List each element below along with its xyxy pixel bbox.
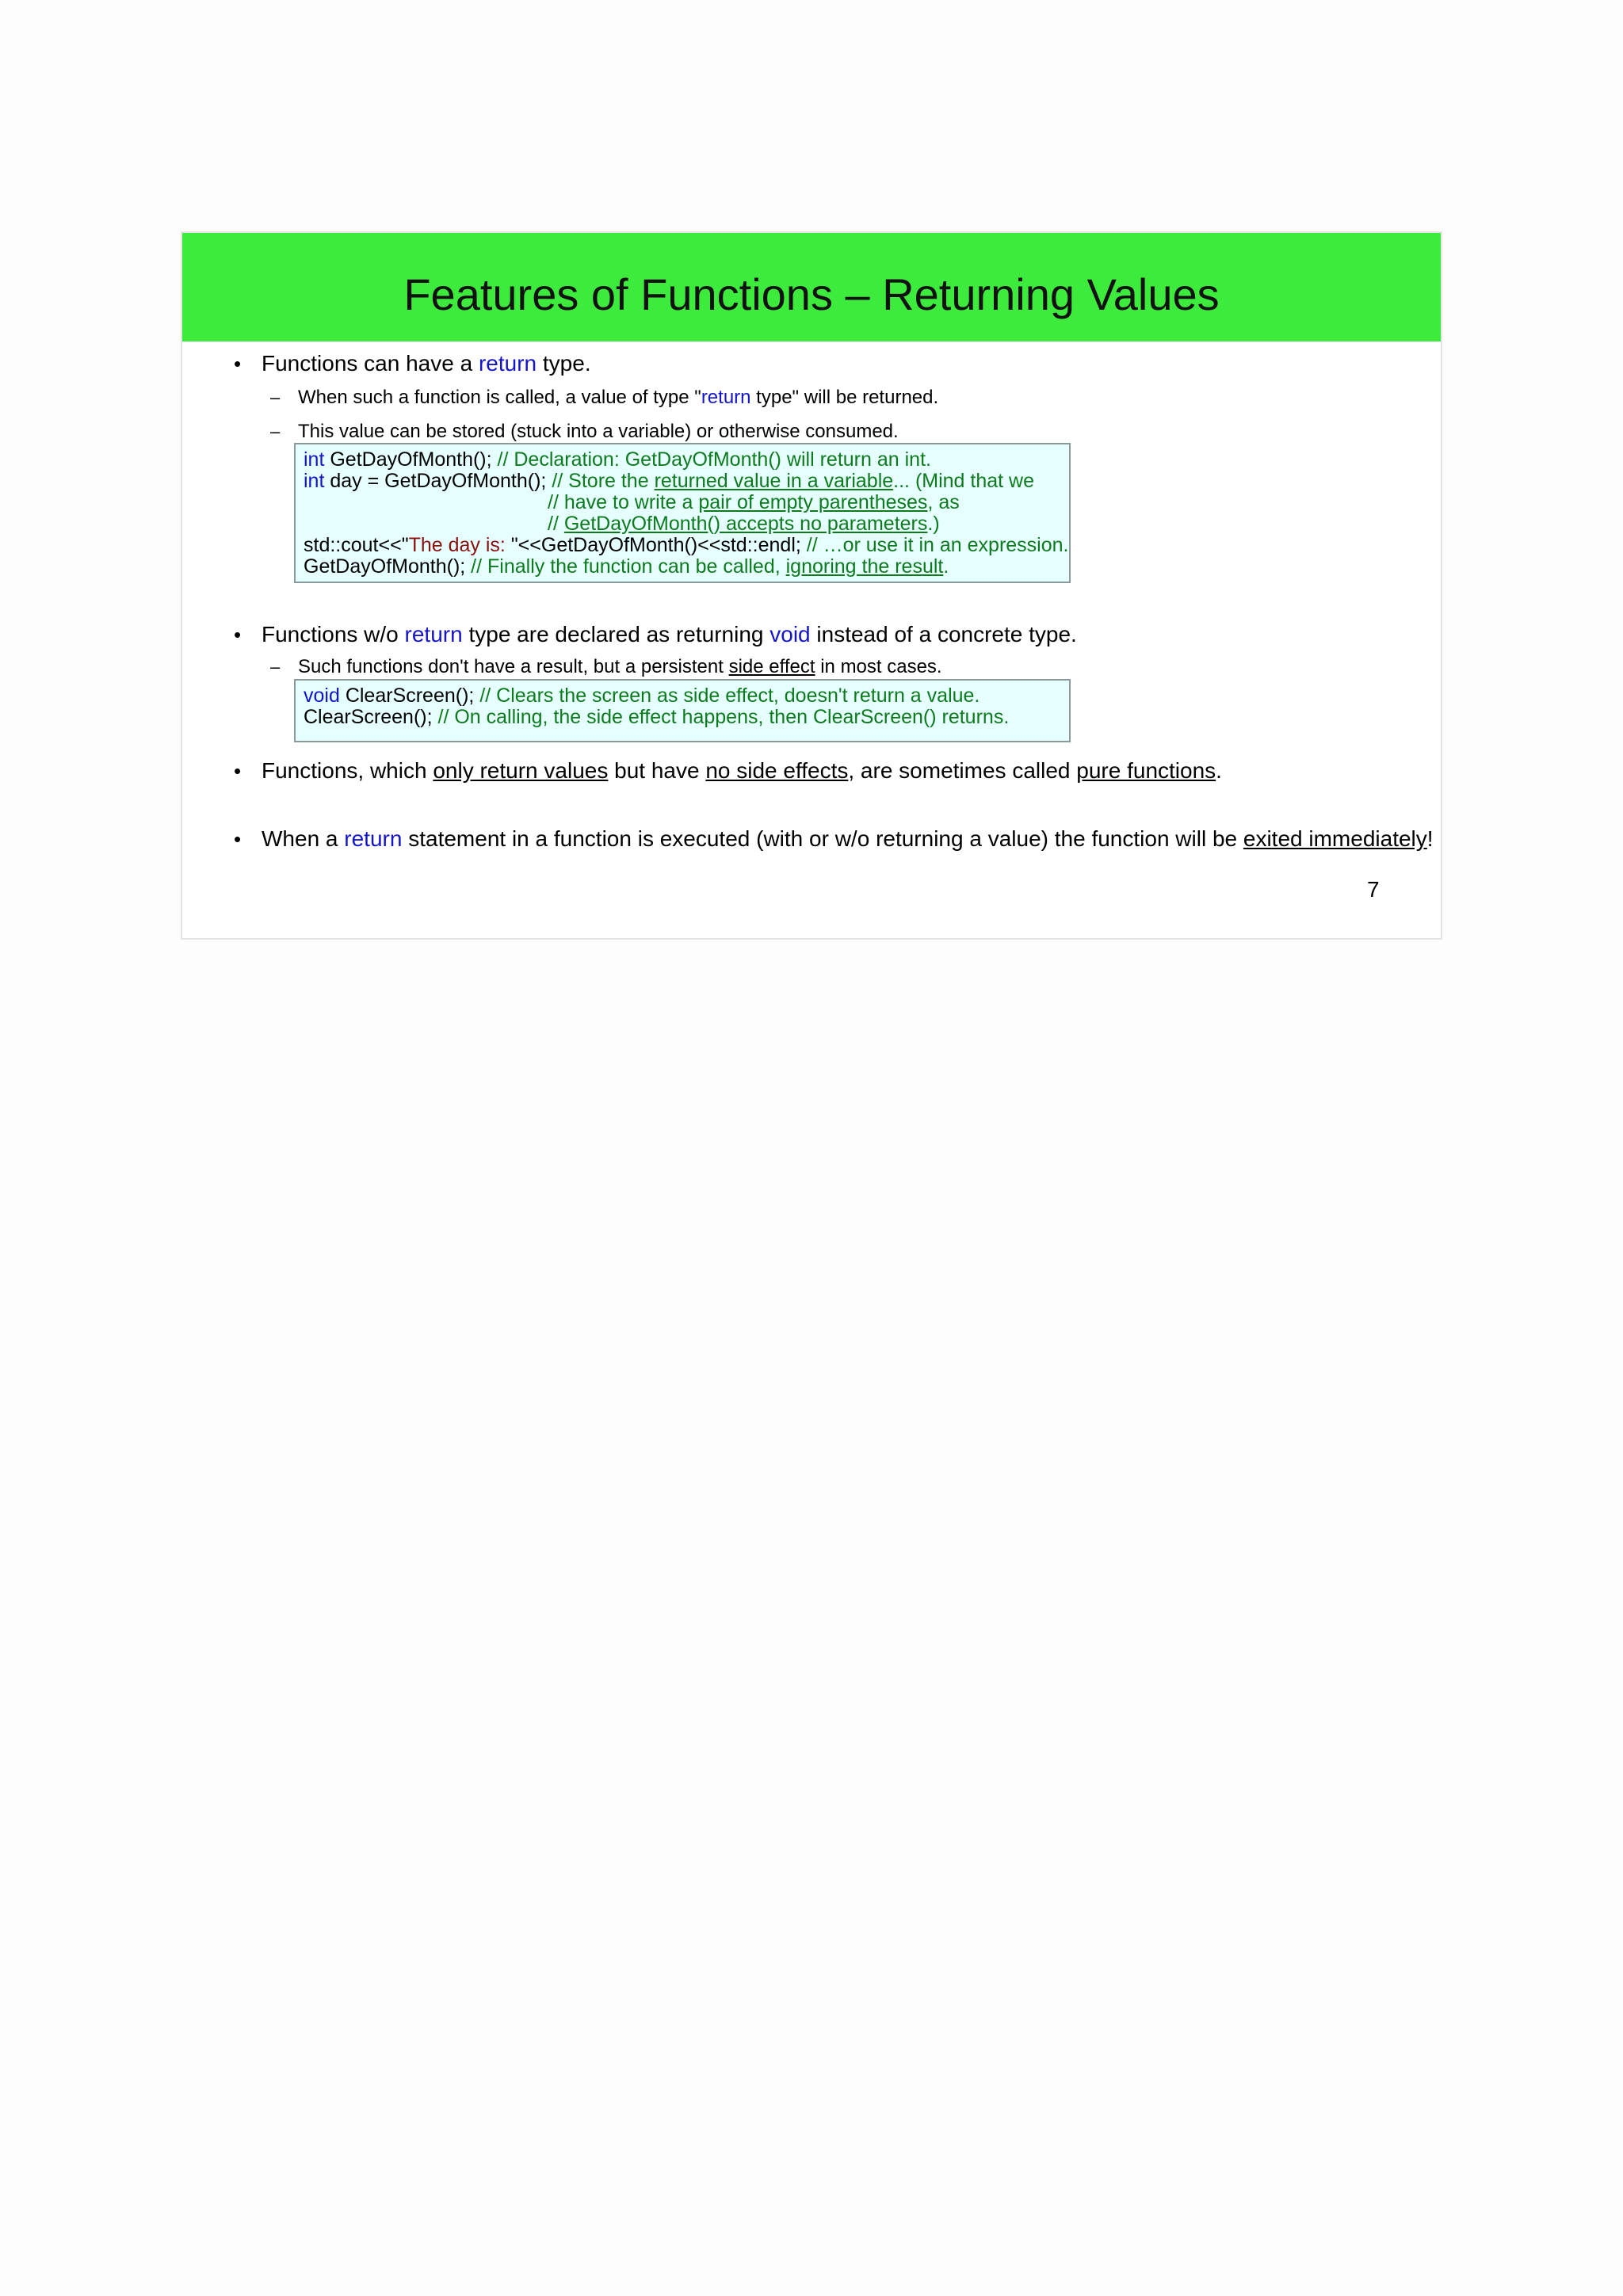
- sub-bullet-value-returned: [298, 387, 938, 409]
- code-line: [548, 493, 960, 513]
- code-comment: , as: [927, 491, 960, 513]
- page-number: 7: [1367, 877, 1380, 902]
- code-comment: // On calling, the side effect happens, then ClearScreen() returns.: [437, 706, 1010, 728]
- code-text: std::cout<<": [304, 534, 409, 556]
- sub-bullet-side-effect: [298, 656, 942, 678]
- keyword-return: return: [478, 351, 537, 376]
- sub-bullet-marker: –: [270, 387, 281, 407]
- code-comment: // have to write a: [548, 491, 699, 513]
- text: , are sometimes called: [848, 758, 1077, 783]
- underlined-text: side effect: [728, 656, 815, 677]
- bullet-void-functions: [262, 622, 1077, 647]
- code-comment-underlined: ignoring the result: [785, 555, 944, 578]
- keyword-return: return: [701, 387, 751, 408]
- underlined-text: pure functions: [1076, 758, 1216, 783]
- text: Functions w/o: [262, 622, 405, 646]
- code-block-clear-screen: [294, 679, 1071, 742]
- bullet-marker: •: [234, 623, 242, 646]
- slide: [181, 231, 1442, 940]
- code-text: "<<GetDayOfMonth()<<std::endl;: [510, 534, 807, 556]
- text: .: [1216, 758, 1222, 783]
- code-line: [548, 514, 940, 534]
- code-text: GetDayOfMonth();: [324, 448, 498, 471]
- text: type.: [537, 351, 591, 376]
- text: Functions can have a: [262, 351, 479, 376]
- code-block-get-day-of-month: [294, 443, 1071, 583]
- code-line: [304, 471, 1034, 491]
- bullet-pure-functions: [262, 758, 1222, 784]
- code-comment: // Finally the function can be called,: [471, 555, 786, 578]
- sub-bullet-marker: –: [270, 657, 281, 677]
- code-text: ClearScreen();: [339, 685, 480, 707]
- underlined-text: exited immediately: [1243, 826, 1427, 851]
- bullet-return-type: [262, 351, 591, 376]
- bullet-exited-immediately: [262, 826, 1434, 852]
- keyword-return: return: [344, 826, 403, 851]
- code-comment: .): [927, 513, 940, 535]
- code-comment-underlined: returned value in a variable: [654, 470, 894, 492]
- keyword-void: void: [769, 622, 811, 646]
- code-string: The day is:: [408, 534, 511, 556]
- text: in most cases.: [815, 656, 942, 677]
- code-comment-underlined: GetDayOfMonth() accepts no parameters: [563, 513, 928, 535]
- sub-bullet-marker: –: [270, 421, 281, 441]
- keyword-int: int: [304, 448, 325, 471]
- code-line: [304, 536, 1068, 555]
- text: but have: [608, 758, 706, 783]
- title-bar: [182, 233, 1441, 341]
- underlined-text: no side effects: [705, 758, 849, 783]
- code-comment-underlined: pair of empty parentheses: [698, 491, 928, 513]
- text: statement in a function is executed (with or w/o returning a value) the function will be: [402, 826, 1243, 851]
- text: instead of a concrete type.: [810, 622, 1077, 646]
- code-comment: // Store the: [552, 470, 655, 492]
- code-comment: // …or use it in an expression.: [806, 534, 1069, 556]
- keyword-int: int: [304, 470, 325, 492]
- code-comment: // Declaration: GetDayOfMonth() will return an int.: [497, 448, 931, 471]
- code-text: day = GetDayOfMonth();: [324, 470, 552, 492]
- code-comment: .: [943, 555, 949, 578]
- code-text: GetDayOfMonth();: [304, 555, 472, 578]
- keyword-return: return: [404, 622, 463, 646]
- code-line: [304, 450, 931, 470]
- sub-bullet-value-stored: This value can be stored (stuck into a variable) or otherwise consumed.: [298, 421, 899, 442]
- text: type are declared as returning: [462, 622, 770, 646]
- code-line: [304, 686, 980, 706]
- text: Such functions don't have a result, but a persistent: [298, 656, 729, 677]
- text: When such a function is called, a value of type ": [298, 387, 701, 408]
- code-line: [304, 707, 1009, 727]
- code-line: [304, 557, 949, 577]
- keyword-void: void: [304, 685, 340, 707]
- code-comment: // Clears the screen as side effect, doesn't return a value.: [479, 685, 980, 707]
- bullet-marker: •: [234, 827, 242, 851]
- bullet-marker: •: [234, 759, 242, 783]
- text: type" will be returned.: [750, 387, 939, 408]
- text: When a: [262, 826, 345, 851]
- slide-title: Features of Functions – Returning Values: [403, 269, 1220, 319]
- code-text: ClearScreen();: [304, 706, 438, 728]
- underlined-text: only return values: [433, 758, 609, 783]
- text: !: [1426, 826, 1434, 851]
- text: Functions, which: [262, 758, 433, 783]
- bullet-marker: •: [234, 352, 242, 376]
- code-comment: ... (Mind that we: [893, 470, 1035, 492]
- code-comment: //: [548, 513, 564, 535]
